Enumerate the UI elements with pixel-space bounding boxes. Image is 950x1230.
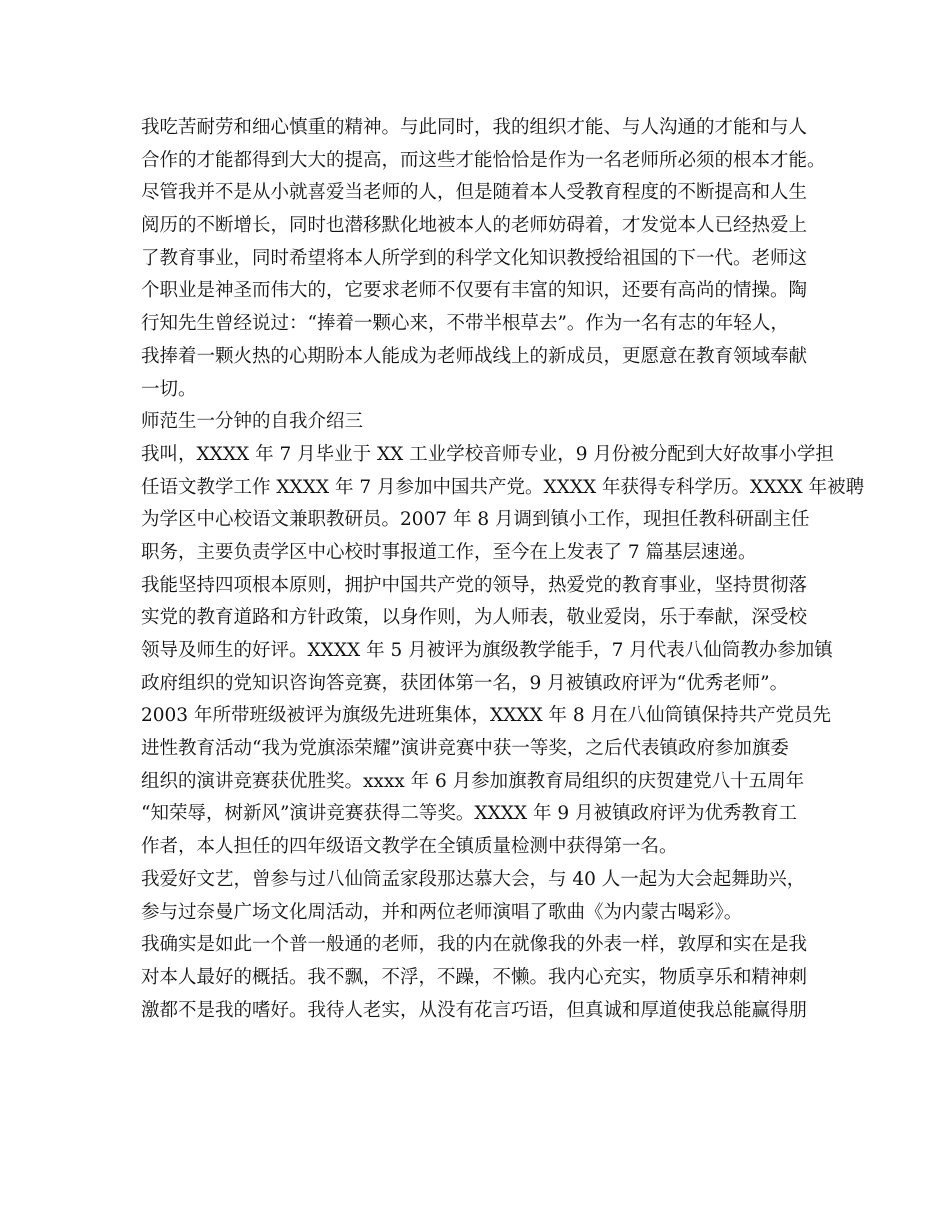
text-line: 我叫，XXXX 年 7 月毕业于 XX 工业学校音师专业，9 月份被分配到大好故事小学担 (141, 443, 834, 465)
text-line: 我确实是如此一个普一般通的老师，我的内在就像我的外表一样，敦厚和实在是我 (141, 934, 808, 956)
text-line: 行知先生曾经说过：“捧着一颗心来，不带半根草去”。作为一名有志的年轻人， (141, 313, 789, 335)
document-body (141, 112, 865, 1027)
section-heading: 师范生一分钟的自我介绍三 (141, 411, 364, 433)
text-line: 我爱好文艺，曾参与过八仙筒孟家段那达慕大会，与 40 人一起为大会起舞助兴， (141, 868, 806, 890)
text-line: “知荣辱，树新风”演讲竞赛获得二等奖。XXXX 年 9 月被镇政府评为优秀教育工 (141, 803, 798, 825)
text-line: 组织的演讲竞赛获优胜奖。xxxx 年 6 月参加旗教育局组织的庆贺建党八十五周年 (141, 770, 805, 792)
text-line: 个职业是神圣而伟大的，它要求老师不仅要有丰富的知识，还要有高尚的情操。陶 (141, 280, 808, 302)
text-line: 阅历的不断增长，同时也潜移默化地被本人的老师妨碍着，才发觉本人已经热爱上 (141, 215, 808, 237)
text-line: 任语文教学工作 XXXX 年 7 月参加中国共产党。XXXX 年获得专科学历。XXXX 年被聘 (141, 476, 865, 498)
text-line: 激都不是我的嗜好。我待人老实，从没有花言巧语，但真诚和厚道使我总能赢得朋 (141, 999, 808, 1021)
text-line: 了教育事业，同时希望将本人所学到的科学文化知识教授给祖国的下一代。老师这 (141, 247, 808, 269)
text-line: 为学区中心校语文兼职教研员。2007 年 8 月调到镇小工作，现担任教科研副主任 (141, 509, 810, 531)
text-line: 作者，本人担任的四年级语文教学在全镇质量检测中获得第一名。 (141, 836, 678, 858)
text-line: 对本人最好的概括。我不飘，不浮，不躁，不懒。我内心充实，物质享乐和精神刺 (141, 966, 808, 988)
text-line: 2003 年所带班级被评为旗级先进班集体，XXXX 年 8 月在八仙筒镇保持共产党员先 (141, 705, 832, 727)
text-line: 我吃苦耐劳和细心慎重的精神。与此同时，我的组织才能、与人沟通的才能和与人 (141, 117, 808, 138)
text-line: 我捧着一颗火热的心期盼本人能成为老师战线上的新成员，更愿意在教育领域奉献 (141, 345, 808, 367)
text-line: 进性教育活动“我为党旗添荣耀”演讲竞赛中获一等奖，之后代表镇政府参加旗委 (141, 738, 789, 760)
text-line: 一切。 (141, 378, 197, 400)
text-line: 领导及师生的好评。XXXX 年 5 月被评为旗级教学能手，7 月代表八仙筒教办参加镇 (141, 640, 833, 661)
text-line: 合作的才能都得到大大的提高，而这些才能恰恰是作为一名老师所必须的根本才能。 (141, 149, 826, 171)
text-line: 实党的教育道路和方针政策，以身作则，为人师表，敬业爱岗，乐于奉献，深受校 (141, 607, 808, 629)
text-line: 参与过奈曼广场文化周活动，并和两位老师演唱了歌曲《为内蒙古喝彩》。 (141, 901, 743, 923)
text-line: 我能坚持四项根本原则，拥护中国共产党的领导，热爱党的教育事业，坚持贯彻落 (141, 574, 808, 596)
text-line: 尽管我并不是从小就喜爱当老师的人，但是随着本人受教育程度的不断提高和人生 (141, 182, 808, 204)
text-line: 政府组织的党知识咨询答竞赛，获团体第一名，9 月被镇政府评为“优秀老师”。 (141, 672, 789, 694)
text-line: 职务，主要负责学区中心校时事报道工作，至今在上发表了 7 篇基层速递。 (141, 541, 757, 563)
